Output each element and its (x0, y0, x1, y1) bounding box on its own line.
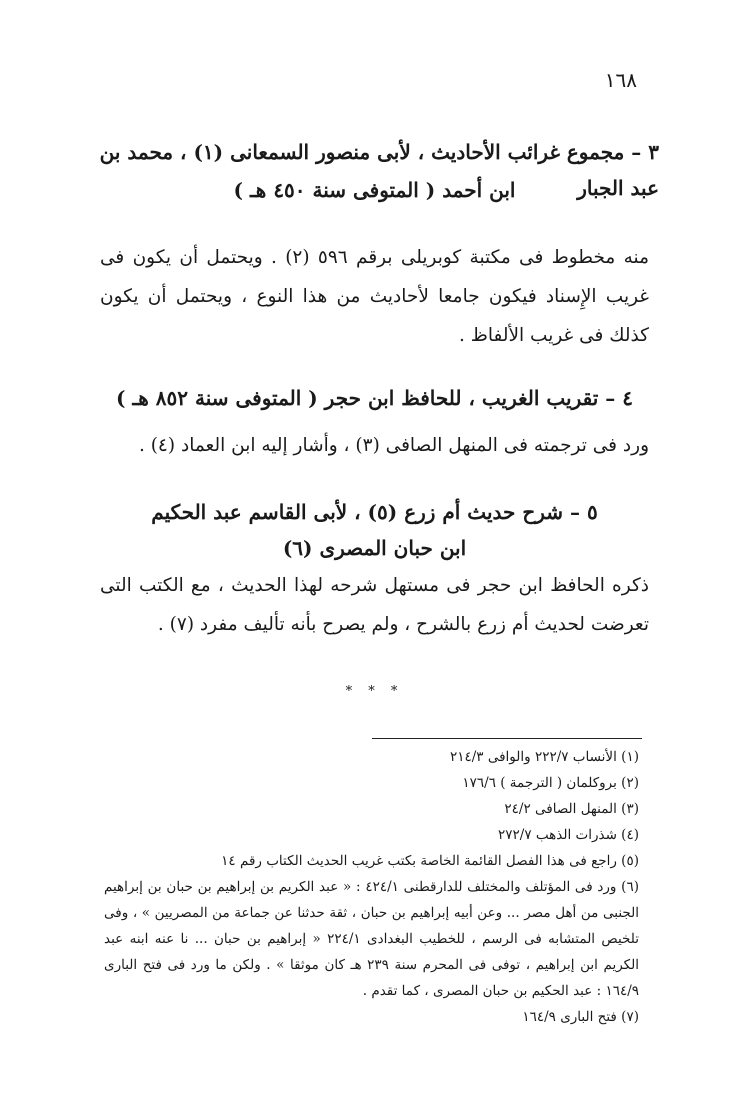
section-5-heading-line-2: ابن حبان المصرى (٦) (282, 536, 467, 560)
section-5-heading-line-1: ٥ – شرح حديث أم زرع (٥) ، لأبى القاسم عبد الحكيم (151, 500, 598, 524)
section-3-heading-line-2: ابن أحمد ( المتوفى سنة ٤٥٠ هـ ) (233, 178, 516, 202)
section-3-body: منه مخطوط فى مكتبة كوبريلى برقم ٥٩٦ (٢) . ويحتمل أن يكون فى غريب الإِسناد فيكون جامعا لأحاديث من هذا النوع ، ويحتمل أن يكون كذلك فى غريب الألفاظ . (100, 247, 650, 346)
footnote-2: (٢) بروكلمان ( الترجمة ) ١٧٦/٦ (462, 775, 639, 791)
footnote-5: (٥) راجع فى هذا الفصل القائمة الخاصة بكتب غريب الحديث الكتاب رقم ١٤ (221, 853, 639, 869)
section-separator: * * * (345, 684, 404, 699)
footnote-6: (٦) ورد فى المؤتلف والمختلف للدارقطنى ٤٢٤/١ : « عبد الكريم بن إبراهيم بن حبان بن إبراهيم الجنبى من أهل مصر ... وعن أبيه إبراهيم بن حبان ، ثقة حدثنا عن جماعة من المصريين » ، وفى تلخيص المتشابه فى الرسم ، للخطيب البغدادى ٢٢٤/١ « إبراهيم بن حبان ... نا عنه ابنه عبد الكريم ابن إبراهيم ، توفى فى المحرم سنة ٢٣٩ هـ كان موثقا » . ولكن ما ورد فى فتح البارى ١٦٤/٩ : عبد الحكيم بن حبان المصرى ، كما تقدم . (104, 879, 640, 999)
section-3-heading-line-1: ٣ – مجموع غرائب الأحاديث ، لأبى منصور السمعانى (١) ، محمد بن عبد الجبار (99, 140, 659, 200)
footnote-3: (٣) المنهل الصافى ٢٤/٢ (504, 801, 639, 817)
section-4-heading: ٤ – تقريب الغريب ، للحافظ ابن حجر ( المتوفى سنة ٨٥٢ هـ ) (116, 386, 633, 410)
section-4-body: ورد فى ترجمته فى المنهل الصافى (٣) ، وأشار إليه ابن العماد (٤) . (138, 435, 649, 456)
footnote-4: (٤) شذرات الذهب ٢٧٢/٧ (498, 827, 639, 843)
footnotes (104, 744, 639, 1030)
section-5-body: ذكره الحافظ ابن حجر فى مستهل شرحه لهذا الحديث ، مع الكتب التى تعرضت لحديث أم زرع بالشرح ، ولم يصرح بأنه تأليف مفرد (٧) . (100, 575, 649, 635)
page-number: ١٦٨ (604, 68, 637, 92)
footnote-7: (٧) فتح البارى ١٦٤/٩ (522, 1009, 639, 1025)
footnote-1: (١) الأنساب ٢٢٢/٧ والوافى ٢١٤/٣ (449, 749, 639, 765)
footnote-rule (372, 738, 642, 739)
